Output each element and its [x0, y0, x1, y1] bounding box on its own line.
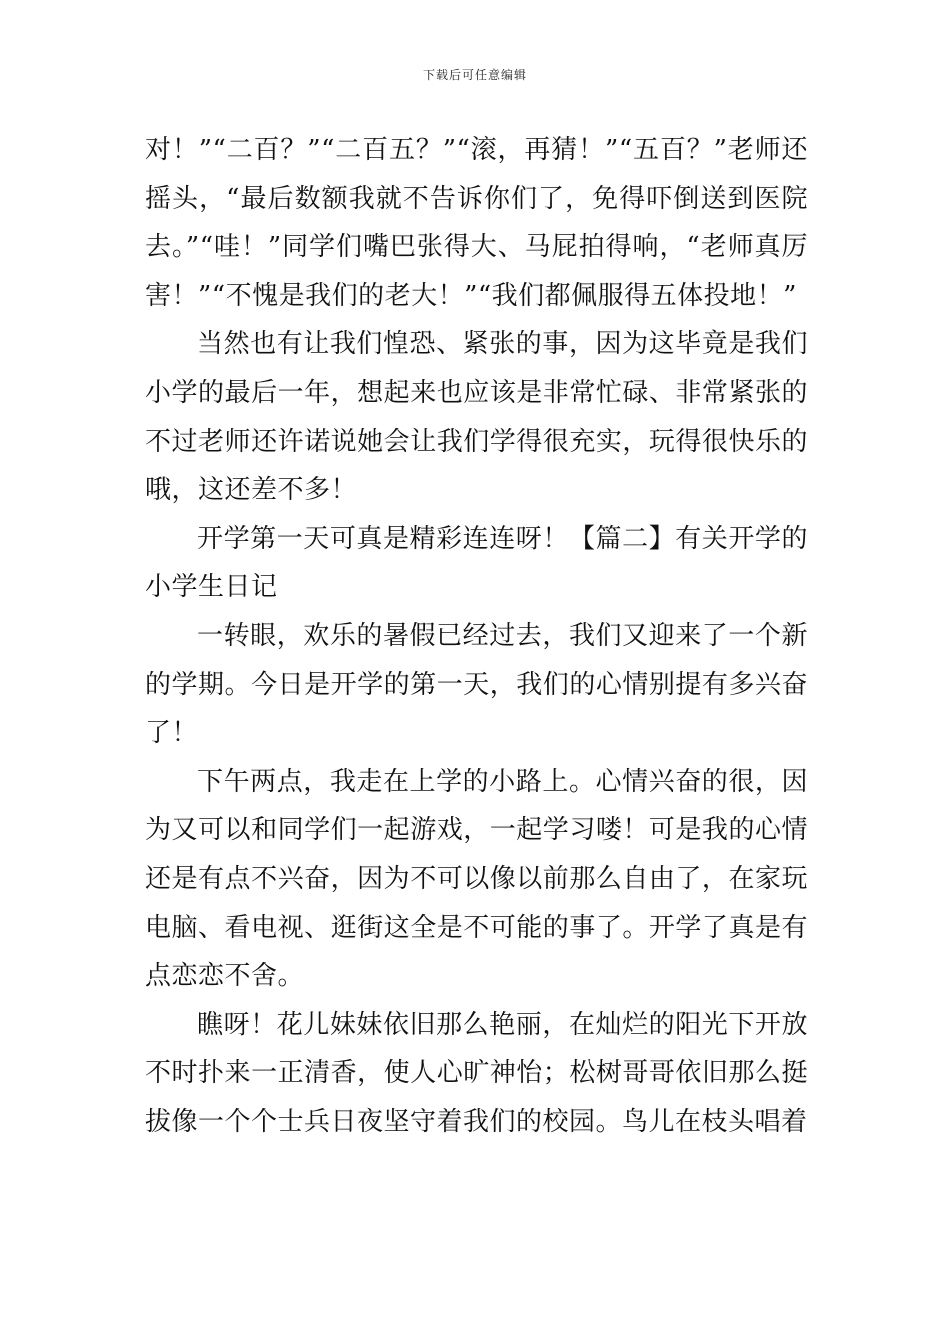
paragraph: 下午两点，我走在上学的小路上。心情兴奋的很，因为又可以和同学们一起游戏，一起学习喽！可是我的心情还是有点不兴奋，因为不可以像以前那么自由了，在家玩电脑、看电视、逛街这全是不可能的事了。开学了真是有点恋恋不舍。 — [145, 766, 808, 992]
paragraph-continuation: 对！”“二百？”“二百五？”“滚，再猜！”“五百？”老师还摇头，“最后数额我就不告诉你们了，免得吓倒送到医院去。”“哇！”同学们嘴巴张得大、马屁拍得响，“老师真厉害！”“不愧是我们的老大！”“我们都佩服得五体投地！” — [145, 135, 808, 311]
paragraph: 一转眼，欢乐的暑假已经过去，我们又迎来了一个新的学期。今日是开学的第一天，我们的心情别提有多兴奋了！ — [145, 620, 808, 749]
page-header: 下载后可任意编辑 — [422, 68, 527, 82]
paragraph: 瞧呀！花儿妹妹依旧那么艳丽，在灿烂的阳光下开放不时扑来一正清香，使人心旷神怡；松树哥哥依旧那么挺拔像一个个士兵日夜坚守着我们的校园。鸟儿在枝头唱着 — [145, 1009, 808, 1137]
document-body — [145, 126, 808, 1146]
paragraph: 当然也有让我们惶恐、紧张的事，因为这毕竟是我们小学的最后一年，想起来也应该是非常忙碌、非常紧张的不过老师还许诺说她会让我们学得很充实，玩得很快乐的哦，这还差不多！ — [145, 329, 808, 506]
paragraph-section-title: 开学第一天可真是精彩连连呀！【篇二】有关开学的小学生日记 — [145, 523, 808, 603]
